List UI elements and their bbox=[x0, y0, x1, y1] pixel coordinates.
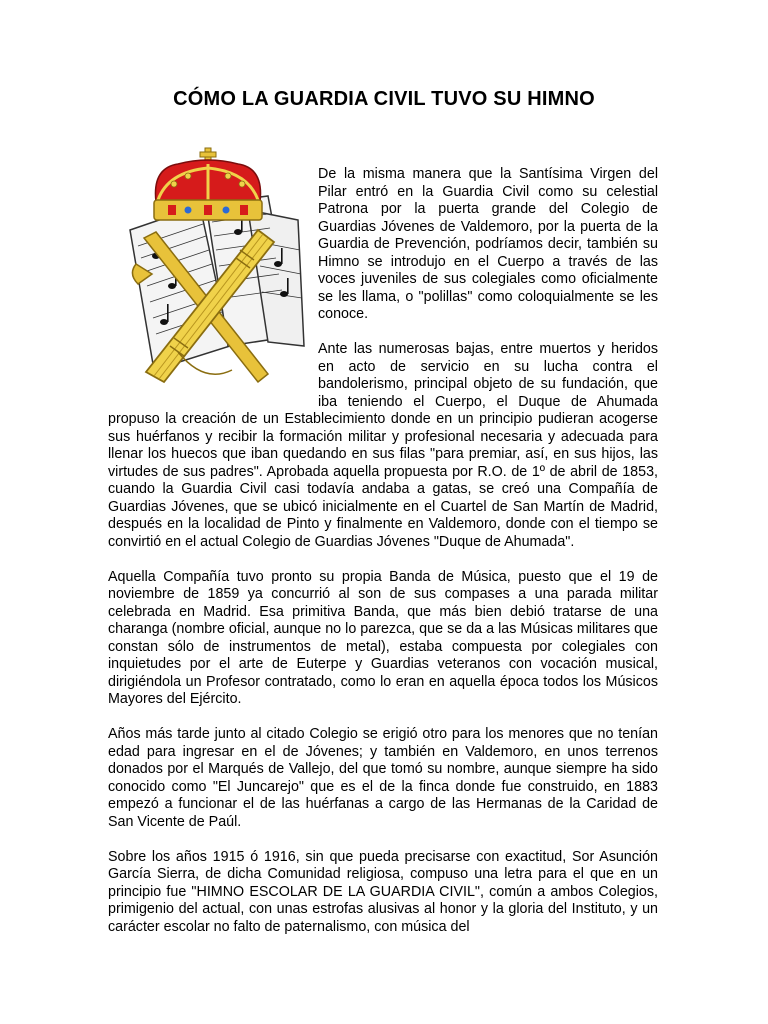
paragraph: Aquella Compañía tuvo pronto su propia Banda de Música, puesto que el 19 de noviembre de 1859 ya concurrió al son de sus compases a una parada militar celebrada en Madrid. Esa primitiva Banda, que más bien debió tratarse de una charanga (nombre oficial, aunque no lo parezca, que se da a las Músicas militares que constan sólo de instrumentos de metal), estaba compuesta por colegiales con inquietudes por el arte de Euterpe y Guardias veteranos con vocación musical, dirigiéndola un Profesor contratado, como lo eran en aquella época todos los Músicos Mayores del Ejército. bbox=[108, 568, 658, 707]
paragraph: De la misma manera que la Santísima Virgen del Pilar entró en la Guardia Civil como su celestial Patrona por la puerta grande del Colegio de Guardias Jóvenes de Valdemoro, por la puerta de la Guardia de Prevención, podríamos decir, también su Himno se introdujo en el Cuerpo a través de las voces juveniles de sus colegiales como oficialmente se les llama, o "polillas" como coloquialmente se les conoce. bbox=[318, 166, 658, 322]
article-body bbox=[108, 166, 658, 954]
paragraph: Ante las numerosas bajas, entre muertos y heridos en acto de servicio en su lucha contra el bandolerismo, principal objeto de su fundación, que iba teniendo el Cuerpo, el Duque de Ahumada propuso la creación de un Establecimiento donde en un principio pudieran acogerse sus huérfanos y recibir la formación militar y profesional necesaria y adecuada para llenar los huecos que iban quedando en sus filas "para premiar, así, en sus hijos, las virtudes de sus padres". Aprobada aquella propuesta por R.O. de 1º de abril de 1853, cuando la Guardia Civil casi todavía andaba a gatas, se creó una Compañía de Guardias Jóvenes, que se ubicó inicialmente en el Cuartel de San Martín de Madrid, después en la localidad de Pinto y finalmente en Valdemoro, donde con el tiempo se convirtió en el actual Colegio de Guardias Jóvenes "Duque de Ahumada". bbox=[108, 341, 658, 550]
paragraph: Años más tarde junto al citado Colegio se erigió otro para los menores que no tenían edad para ingresar en el de Jóvenes; y también en Valdemoro, en unos terrenos donados por el Marqués de Vallejo, del que tomó su nombre, aunque siempre ha sido conocido como "El Juncarejo" que es el de la finca donde fue construido, en 1883 empezó a funcionar el de las huérfanas a cargo de las Hermanas de la Caridad de San Vicente de Paúl. bbox=[108, 726, 658, 830]
page-title: CÓMO LA GUARDIA CIVIL TUVO SU HIMNO bbox=[173, 88, 595, 110]
guardia-civil-emblem-icon bbox=[108, 146, 308, 394]
paragraph: Sobre los años 1915 ó 1916, sin que pueda precisarse con exactitud, Sor Asunción García Sierra, de dicha Comunidad religiosa, compuso una letra para el que en un principio fue "HIMNO ESCOLAR DE LA GUARDIA CIVIL", común a ambos Colegios, primigenio del actual, con unas estrofas alusivas al honor y la gloria del Instituto, y un carácter escolar no falto de paternalismo, con música del bbox=[108, 848, 658, 935]
crown-icon bbox=[154, 148, 262, 220]
